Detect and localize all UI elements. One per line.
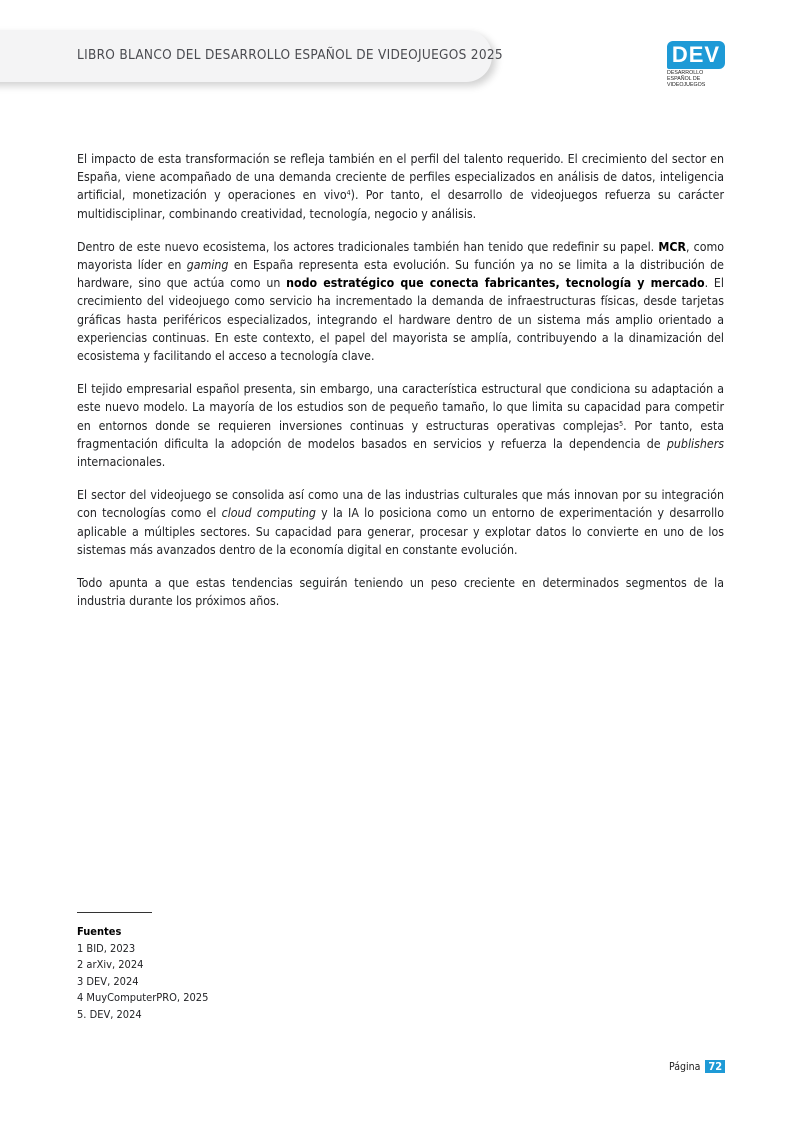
paragraph-3-text: . Por tanto, esta fragmentación dificulta la adopción de modelos basados en servicios y refuerza la dependencia de <box>77 418 725 451</box>
paragraph-2-text: en España representa esta evolución. Su función ya no se limita a la distribución de hardware, sino que actúa como un <box>77 258 724 291</box>
publishers-italic: publishers <box>666 436 724 451</box>
source-item: 4 MuyComputerPRO, 2025 <box>77 991 209 1004</box>
source-item: 3 DEV, 2024 <box>77 974 139 988</box>
logo-subtitle: DESARROLLO ESPAÑOL DE VIDEOJUEGOS <box>667 70 706 88</box>
logo-badge: DEV <box>667 41 725 69</box>
paragraph-1 <box>77 150 724 223</box>
paragraph-1-text-end: ). Por tanto, el desarrollo de videojuegos refuerza su carácter multidisciplinar, combinando creatividad, tecnología, negocio y análisis. <box>77 188 724 221</box>
paragraph-2-text: Dentro de este nuevo ecosistema, los actores tradicionales también han tenido que redefinir su papel. <box>77 239 659 254</box>
nodo-emphasis: nodo estratégico que conecta fabricantes, tecnología y mercado <box>286 276 705 291</box>
page-label: Página <box>669 1061 701 1073</box>
mcr-emphasis: MCR <box>658 239 686 254</box>
cloud-italic: cloud computing <box>221 506 316 521</box>
sources-title: Fuentes <box>77 925 122 938</box>
footnote-divider <box>77 912 152 913</box>
paragraph-4-text: El sector del videojuego se consolida así como una de las industrias culturales que más innovan por su integración con tecnologías como el <box>77 488 724 521</box>
paragraph-2 <box>77 238 724 365</box>
sources-list <box>77 924 208 1023</box>
dev-logo <box>667 41 727 88</box>
main-content <box>77 150 724 625</box>
paragraph-3 <box>77 380 724 471</box>
paragraph-4-text: y la IA lo posiciona como un entorno de experimentación y desarrollo aplicable a múltiples sectores. Su capacidad para generar, procesar y explotar datos lo convierte en uno de los sistemas más avanzados dentro de la economía digital en constante evolución. <box>77 506 724 557</box>
paragraph-5: Todo apunta a que estas tendencias seguirán teniendo un peso creciente en determinados segmentos de la industria durante los próximos años. <box>77 576 724 609</box>
paragraph-1-text: El impacto de esta transformación se refleja también en el perfil del talento requerido. El crecimiento del sector en España, viene acompañado de una demanda creciente de perfiles especializados en análisis de datos, inteligencia artificial, monetización y operaciones en vivo <box>77 152 724 203</box>
source-item: 2 arXiv, 2024 <box>77 958 144 971</box>
document-title: LIBRO BLANCO DEL DESARROLLO ESPAÑOL DE VIDEOJUEGOS 2025 <box>77 47 503 63</box>
paragraph-2-text: . El crecimiento del videojuego como servicio ha incrementado la demanda de infraestructuras físicas, desde tarjetas gráficas hasta periféricos especializados, integrando el hardware dentro de un sistema más amplio orientado a experiencias continuas. En este contexto, el papel del mayorista se amplía, contribuyendo a la dinamización del ecosistema y facilitando el acceso a tecnología clave. <box>77 276 724 364</box>
source-item: 1 BID, 2023 <box>77 941 136 955</box>
page-number <box>669 1060 725 1073</box>
paragraph-3-text: internacionales. <box>77 455 166 470</box>
source-item: 5. DEV, 2024 <box>77 1007 142 1021</box>
paragraph-3-text: El tejido empresarial español presenta, sin embargo, una característica estructural que condiciona su adaptación a este nuevo modelo. La mayoría de los estudios son de pequeño tamaño, lo que limita su capacidad para competir en entornos donde se requieren inversiones continuas y estructuras operativas complejas <box>77 382 724 433</box>
footnote-ref: 5 <box>619 419 624 428</box>
gaming-italic: gaming <box>186 258 229 273</box>
page-number-badge: 72 <box>705 1060 725 1073</box>
footnote-ref: 4 <box>346 189 351 198</box>
paragraph-4 <box>77 486 724 559</box>
paragraph-2-text: , como mayorista líder en <box>77 239 724 273</box>
